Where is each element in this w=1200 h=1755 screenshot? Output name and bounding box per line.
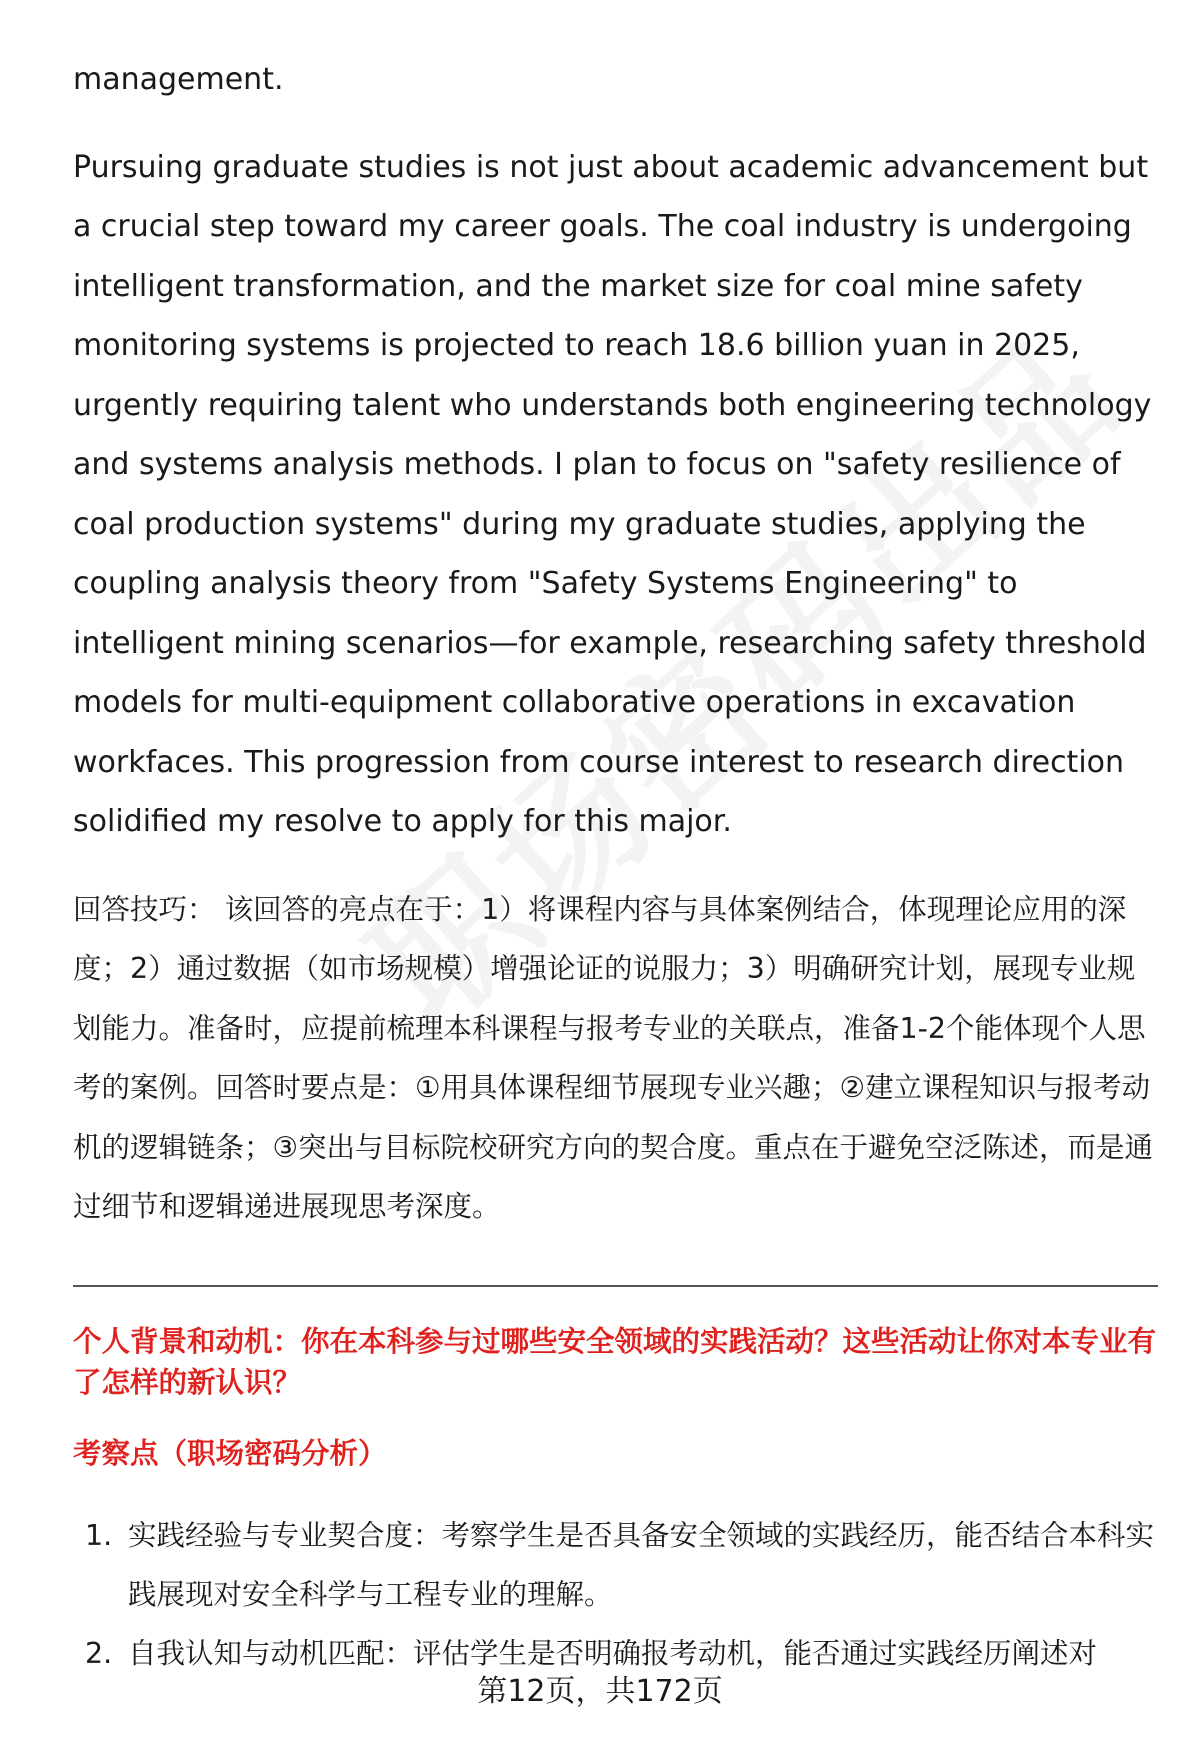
- section-divider: [73, 1285, 1158, 1287]
- page-content: [73, 50, 1158, 1683]
- points-list: [73, 1506, 1158, 1683]
- points-heading: 考察点（职场密码分析）: [73, 1436, 387, 1470]
- list-item: [73, 1506, 1158, 1624]
- answer-tip-text: 该回答的亮点在于：1）将课程内容与具体案例结合，体现理论应用的深度；2）通过数据（如市场规模）增强论证的说服力；3）明确研究计划，展现专业规划能力。准备时，应提前梳理本科课程与报考专业的关联点，准备1-2个能体现个人思考的案例。回答时要点是：①用具体课程细节展现专业兴趣；②建立课程知识与报考动机的逻辑链条；③突出与目标院校研究方向的契合度。重点在于避免空泛陈述，而是通过细节和逻辑递进展现思考深度。: [73, 892, 1154, 1223]
- list-item-text: 自我认知与动机匹配：评估学生是否明确报考动机，能否通过实践经历阐述对: [128, 1636, 1098, 1670]
- page-footer: 第12页，共172页: [477, 1674, 723, 1709]
- paragraph-continuation: management.: [73, 62, 284, 97]
- question-title: 个人背景和动机：你在本科参与过哪些安全领域的实践活动？这些活动让你对本专业有了怎样的新认识？: [73, 1324, 1157, 1399]
- list-item-number: 1.: [85, 1518, 113, 1552]
- answer-tip: [73, 880, 1158, 1237]
- list-item-text: 实践经验与专业契合度：考察学生是否具备安全领域的实践经历，能否结合本科实践展现对安全科学与工程专业的理解。: [128, 1518, 1155, 1611]
- paragraph-career-goals: Pursuing graduate studies is not just about academic advancement but a crucial step toward my career goals. The coal industry is undergoing intelligent transformation, and the market size for coal mine safety monitoring systems is projected to reach 18.6 billion yuan in 2025, urgently requiring talent who understands both engineering technology and systems analysis methods. I plan to focus on "safety resilience of coal production systems" during my graduate studies, applying the coupling analysis theory from "Safety Systems Engineering" to intelligent mining scenarios—for example, researching safety threshold models for multi-equipment collaborative operations in excavation workfaces. This progression from course interest to research direction solidified my resolve to apply for this major.: [73, 149, 1152, 839]
- answer-tip-label: 回答技巧：: [73, 892, 216, 926]
- list-item-number: 2.: [85, 1636, 113, 1670]
